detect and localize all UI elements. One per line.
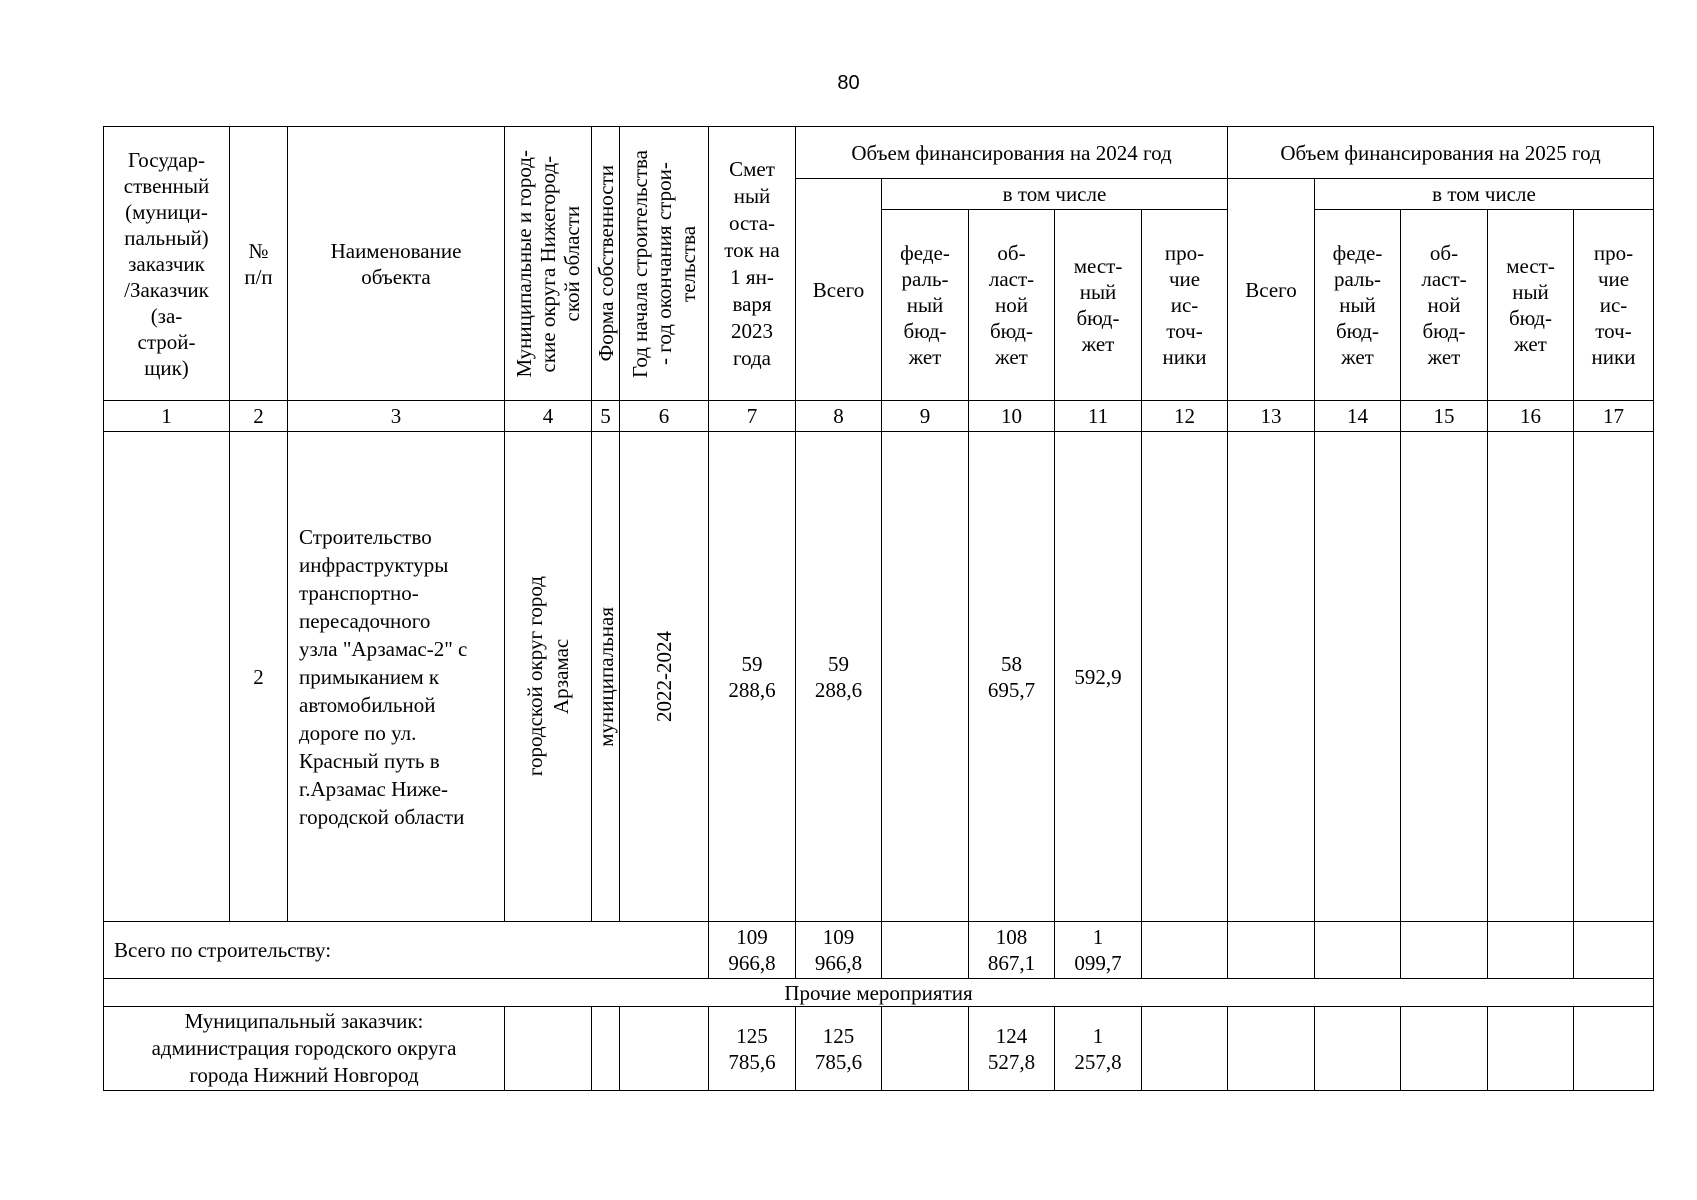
header-local-2024: мест- ный бюд- жет	[1055, 210, 1142, 401]
customer-row	[104, 1007, 1654, 1091]
column-number: 4	[505, 401, 592, 432]
column-number: 2	[230, 401, 288, 432]
row-other-2024	[1142, 432, 1228, 922]
column-number: 7	[709, 401, 796, 432]
empty-cell	[1488, 1007, 1574, 1091]
customer-regional-2024: 124 527,8	[969, 1007, 1055, 1091]
column-numbers-row	[104, 401, 1654, 432]
empty-cell	[1142, 922, 1228, 979]
table-row	[104, 432, 1654, 922]
customer-total-2024: 125 785,6	[796, 1007, 882, 1091]
header-years: Год начала строительства - год окончания строи- тельства	[620, 127, 709, 401]
total-regional-2024: 108 867,1	[969, 922, 1055, 979]
row-local-2024: 592,9	[1055, 432, 1142, 922]
row-regional-2024: 58 695,7	[969, 432, 1055, 922]
empty-cell	[1315, 922, 1401, 979]
header-total-2024: Всего	[796, 179, 882, 401]
column-number: 6	[620, 401, 709, 432]
row-object-name: Строительство инфраструктуры транспортно- пересадочного узла "Арзамас-2" с примыканием к автомобильной дороге по ул. Красный путь в г.Арзамас Ниже- городской области	[288, 432, 505, 922]
column-number: 1	[104, 401, 230, 432]
empty-cell	[1401, 922, 1488, 979]
empty-cell	[882, 922, 969, 979]
empty-cell	[1228, 1007, 1315, 1091]
header-other-2025: про- чие ис- точ- ники	[1574, 210, 1654, 401]
total-local-2024: 1 099,7	[1055, 922, 1142, 979]
customer-estimate: 125 785,6	[709, 1007, 796, 1091]
header-incl-2025: в том числе	[1315, 179, 1654, 210]
row-customer	[104, 432, 230, 922]
header-number: № п/п	[230, 127, 288, 401]
empty-cell	[1142, 1007, 1228, 1091]
financing-table	[103, 126, 1654, 1091]
header-total-2025: Всего	[1228, 179, 1315, 401]
header-other-2024: про- чие ис- точ- ники	[1142, 210, 1228, 401]
page-number: 80	[837, 72, 860, 94]
column-number: 9	[882, 401, 969, 432]
header-municipality: Муниципальные и город- ские округа Нижегород- ской области	[505, 127, 592, 401]
empty-cell	[1488, 922, 1574, 979]
column-number: 5	[592, 401, 620, 432]
column-number: 8	[796, 401, 882, 432]
total-label: Всего по строительству:	[104, 922, 709, 979]
row-municipality: городской округ город Арзамас	[505, 432, 592, 922]
header-regional-2024: об- ласт- ной бюд- жет	[969, 210, 1055, 401]
column-number: 3	[288, 401, 505, 432]
column-number: 14	[1315, 401, 1401, 432]
header-federal-2024: феде- раль- ный бюд- жет	[882, 210, 969, 401]
column-number: 11	[1055, 401, 1142, 432]
section-title: Прочие мероприятия	[104, 979, 1654, 1007]
header-incl-2024: в том числе	[882, 179, 1228, 210]
empty-cell	[1401, 1007, 1488, 1091]
column-number: 12	[1142, 401, 1228, 432]
row-total-2025	[1228, 432, 1315, 922]
header-local-2025: мест- ный бюд- жет	[1488, 210, 1574, 401]
row-local-2025	[1488, 432, 1574, 922]
row-federal-2024	[882, 432, 969, 922]
empty-cell	[1574, 1007, 1654, 1091]
column-number: 13	[1228, 401, 1315, 432]
header-federal-2025: феде- раль- ный бюд- жет	[1315, 210, 1401, 401]
total-row	[104, 922, 1654, 979]
row-estimate: 59 288,6	[709, 432, 796, 922]
empty-cell	[1228, 922, 1315, 979]
empty-cell	[1574, 922, 1654, 979]
column-number: 17	[1574, 401, 1654, 432]
empty-cell	[620, 1007, 709, 1091]
column-number: 10	[969, 401, 1055, 432]
row-number: 2	[230, 432, 288, 922]
total-estimate: 109 966,8	[709, 922, 796, 979]
row-federal-2025	[1315, 432, 1401, 922]
header-ownership: Форма собственности	[592, 127, 620, 401]
row-regional-2025	[1401, 432, 1488, 922]
empty-cell	[592, 1007, 620, 1091]
section-row	[104, 979, 1654, 1007]
empty-cell	[1315, 1007, 1401, 1091]
customer-local-2024: 1 257,8	[1055, 1007, 1142, 1091]
header-fin-2025: Объем финансирования на 2025 год	[1228, 127, 1654, 179]
empty-cell	[505, 1007, 592, 1091]
row-total-2024: 59 288,6	[796, 432, 882, 922]
empty-cell	[882, 1007, 969, 1091]
header-regional-2025: об- ласт- ной бюд- жет	[1401, 210, 1488, 401]
header-row-1	[104, 127, 1654, 179]
header-object-name: Наименование объекта	[288, 127, 505, 401]
header-customer: Государ- ственный (муници- пальный) заказчик /Заказчик (за- строй- щик)	[104, 127, 230, 401]
header-fin-2024: Объем финансирования на 2024 год	[796, 127, 1228, 179]
row-other-2025	[1574, 432, 1654, 922]
customer-label: Муниципальный заказчик: администрация городского округа города Нижний Новгород	[104, 1007, 505, 1091]
total-2024: 109 966,8	[796, 922, 882, 979]
column-number: 16	[1488, 401, 1574, 432]
row-years: 2022-2024	[620, 432, 709, 922]
column-number: 15	[1401, 401, 1488, 432]
header-estimate: Смет ный оста- ток на 1 ян- варя 2023 года	[709, 127, 796, 401]
row-ownership: муниципальная	[592, 432, 620, 922]
